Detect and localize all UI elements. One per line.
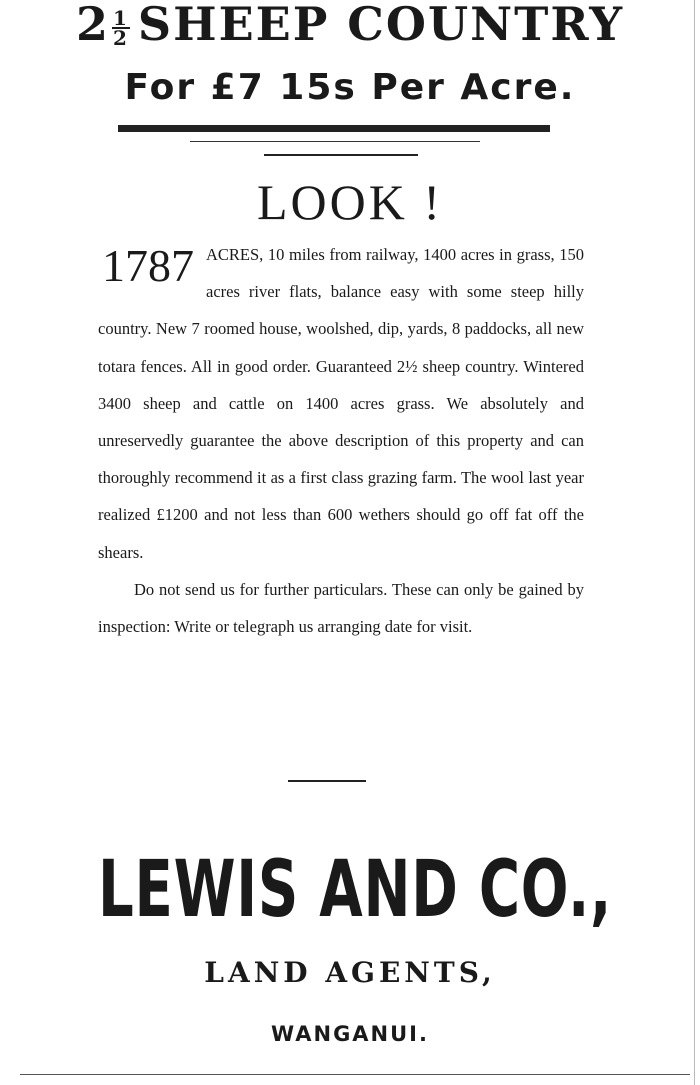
headline bbox=[0, 0, 700, 51]
description-paragraph bbox=[98, 236, 584, 571]
look-heading: LOOK ! bbox=[256, 174, 444, 230]
headline-text: SHEEP COUNTRY bbox=[137, 0, 625, 51]
thick-divider bbox=[118, 125, 550, 132]
company-name: LEWIS AND CO., bbox=[97, 845, 613, 935]
company-town: WANGANUI. bbox=[271, 1022, 429, 1046]
page-edge-line bbox=[694, 0, 695, 1085]
acreage-number: 1787 bbox=[102, 240, 194, 291]
fraction-denominator: 2 bbox=[112, 26, 129, 50]
middle-divider bbox=[288, 780, 366, 782]
bottom-divider bbox=[20, 1074, 690, 1075]
description-text: ACRES, 10 miles from railway, 1400 acres in grass, 150 acres river flats, balance easy with some steep hilly country. New 7 roomed house, woolshed, dip, yards, 8 paddocks, all new totara fences. All in good order. Guaranteed 2½ sheep country. Wintered 3400 sheep and cattle on 1400 acres grass. We absolutely and unreservedly guarantee the above description of this property and can thoroughly recommend it as a first class grazing farm. The wool last year realized £1200 and not less than 600 wethers should go off fat off the shears. bbox=[98, 245, 584, 562]
headline-number: 2 bbox=[75, 0, 110, 51]
advert-body bbox=[98, 236, 584, 645]
short-divider bbox=[264, 154, 418, 156]
headline-fraction bbox=[112, 6, 130, 50]
fraction-numerator: 1 bbox=[112, 6, 129, 30]
thin-divider bbox=[190, 141, 480, 142]
inspection-paragraph: Do not send us for further particulars. These can only be gained by inspection: Write or telegraph us arranging date for visit. bbox=[98, 579, 584, 637]
company-role: LAND AGENTS, bbox=[204, 956, 496, 989]
price-subheadline: For £7 15s Per Acre. bbox=[124, 67, 576, 108]
